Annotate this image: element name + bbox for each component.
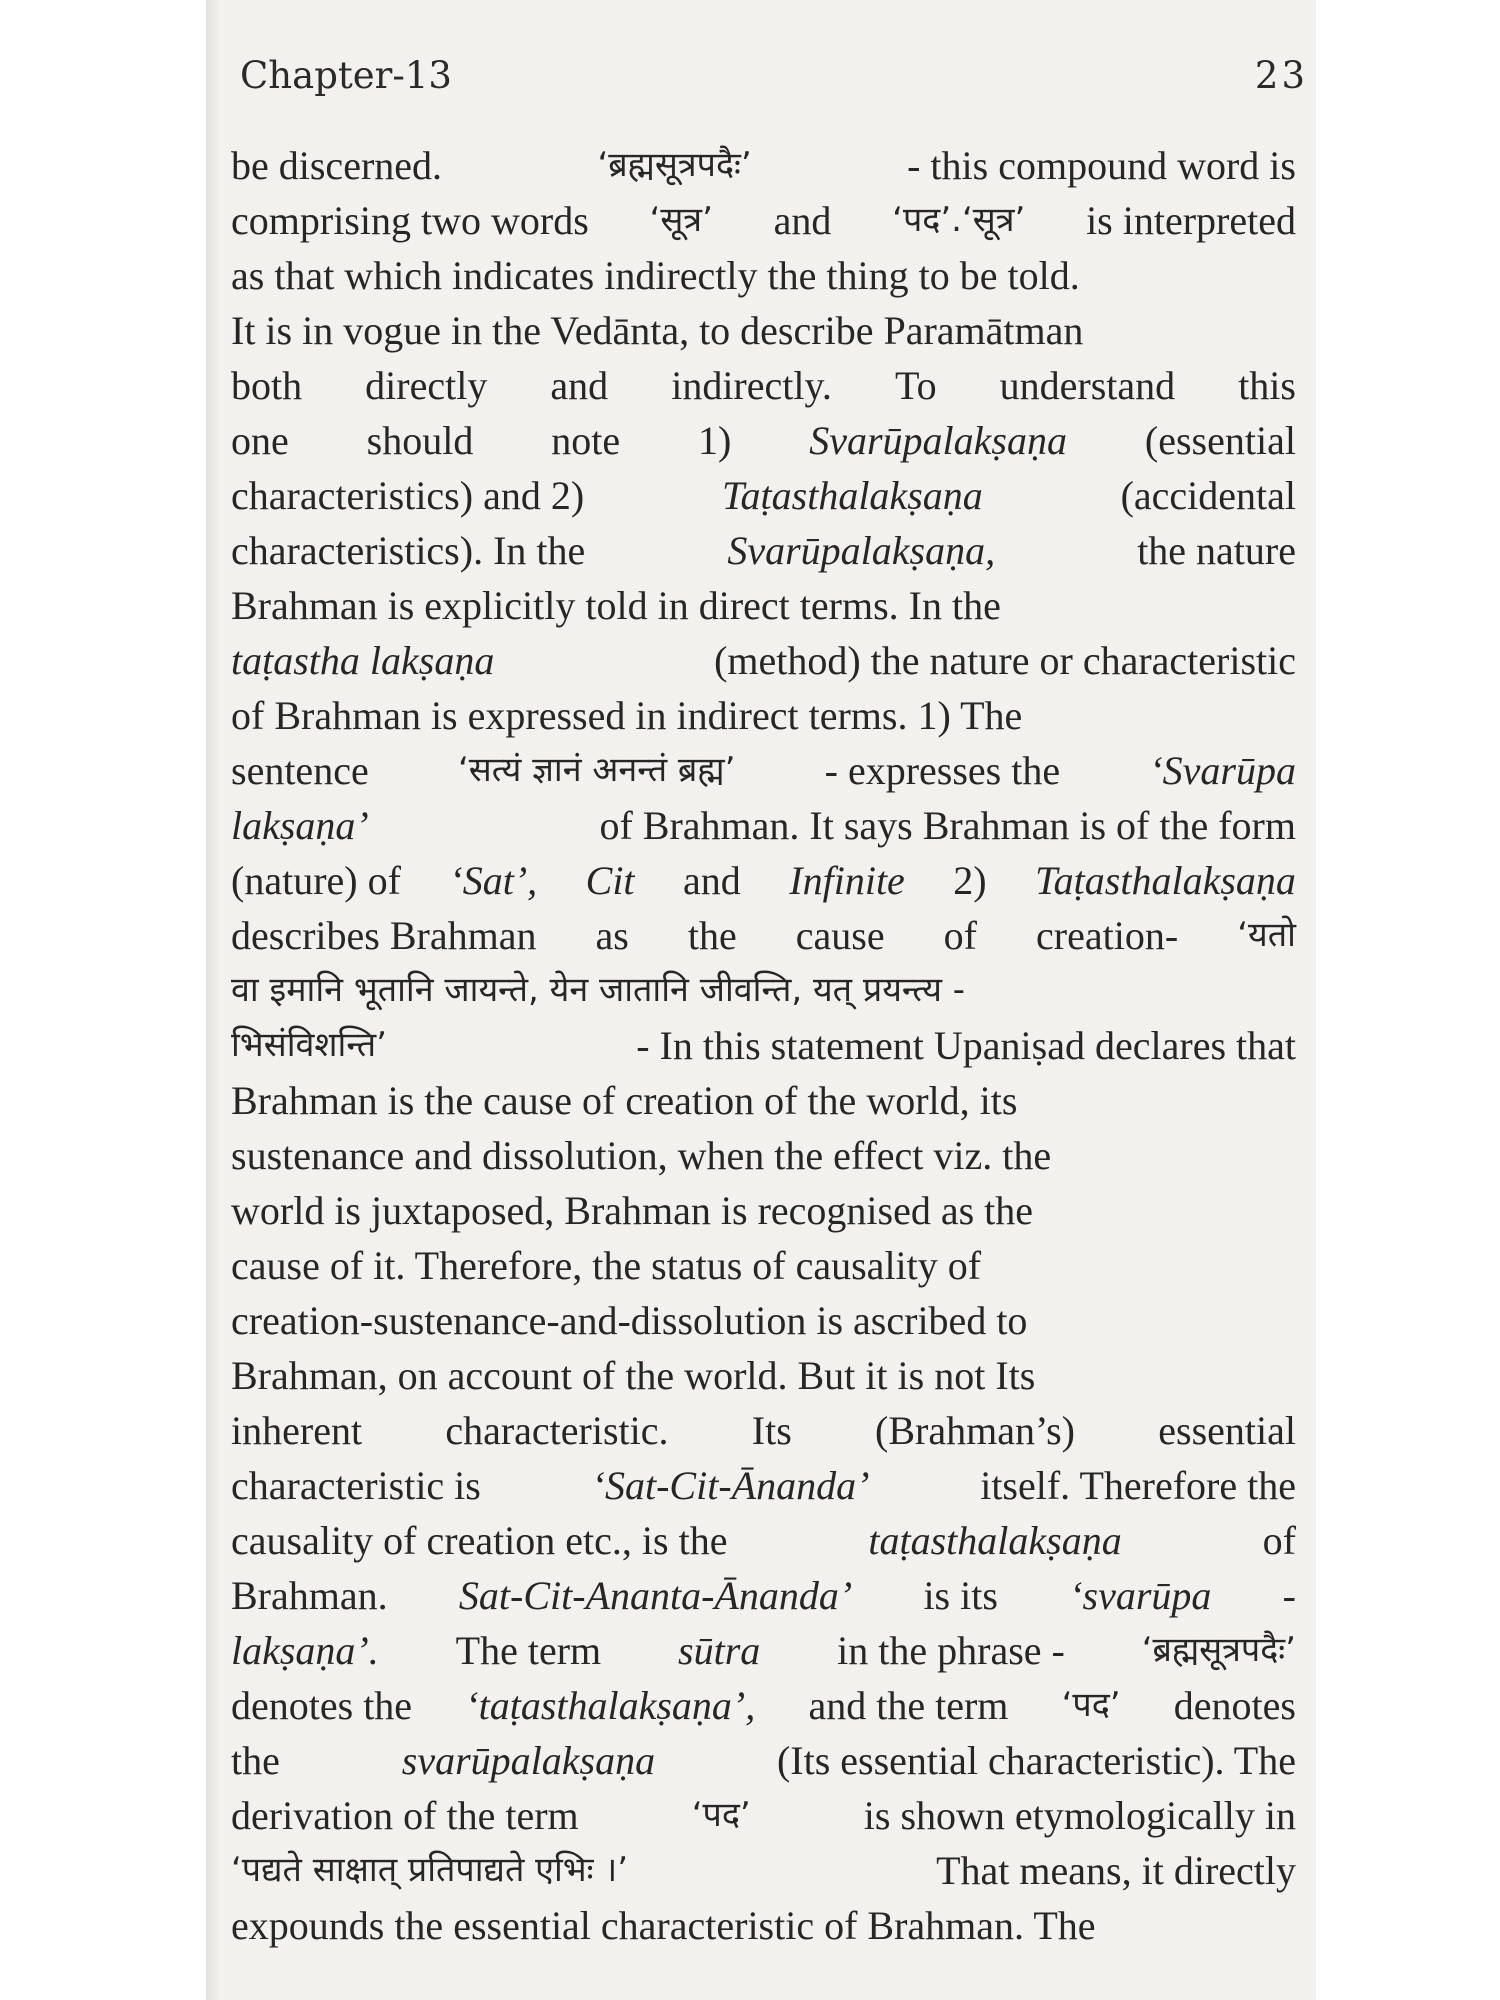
text-line <box>231 1678 1296 1733</box>
text-line <box>231 1238 1296 1293</box>
text-segment: cause of it. Therefore, the status of causality of <box>231 1243 982 1288</box>
text-segment: creation- <box>1036 913 1179 958</box>
text-line <box>231 358 1296 413</box>
text-segment: That means, it directly <box>936 1848 1296 1893</box>
sanskrit-text: ‘ब्रह्मसूत्रपदैः’ <box>597 145 752 185</box>
text-segment: creation-sustenance-and-dissolution is ascribed to <box>231 1298 1028 1343</box>
text-segment: as <box>595 913 629 958</box>
sanskrit-text: ‘सूत्र’ <box>649 200 713 240</box>
text-line <box>231 1513 1296 1568</box>
text-segment: denotes the <box>231 1683 413 1728</box>
text-segment: in the phrase - <box>837 1628 1065 1673</box>
text-segment: of <box>1262 1518 1296 1563</box>
text-segment: Brahman. <box>231 1573 388 1618</box>
text-segment: sustenance and dissolution, when the effect viz. the <box>231 1133 1052 1178</box>
text-segment: - expresses the <box>824 748 1061 793</box>
text-line <box>231 523 1296 578</box>
italic-term: ‘Svarūpa <box>1149 748 1296 793</box>
italic-term: Taṭasthalakṣaṇa <box>721 473 983 518</box>
text-segment: cause <box>795 913 885 958</box>
text-line <box>231 688 1296 743</box>
text-segment: It is in vogue in the Vedānta, to describe Paramātman <box>231 308 1084 353</box>
text-segment: characteristic is <box>231 1463 481 1508</box>
text-segment: world is juxtaposed, Brahman is recognised as the <box>231 1188 1034 1233</box>
italic-term: Taṭasthalakṣaṇa <box>1035 858 1296 903</box>
text-segment: (essential <box>1144 418 1296 463</box>
text-segment: and the term <box>808 1683 1009 1728</box>
text-segment: both <box>231 363 303 408</box>
italic-term: Infinite <box>789 858 905 903</box>
sanskrit-text: ‘ब्रह्मसूत्रपदैः’ <box>1141 1630 1296 1670</box>
text-segment: is shown etymologically in <box>863 1793 1296 1838</box>
text-segment: characteristic. <box>445 1408 669 1453</box>
italic-term: Svarūpalakṣaṇa, <box>727 528 996 573</box>
italic-term: Cit <box>585 858 635 903</box>
text-line <box>231 138 1296 193</box>
text-segment: and <box>683 858 741 903</box>
text-line <box>231 1843 1296 1898</box>
sanskrit-text: ‘यतो <box>1237 915 1296 955</box>
text-line <box>231 1788 1296 1843</box>
text-segment: 2) <box>953 858 987 903</box>
sanskrit-text: ‘पद्यते साक्षात् प्रतिपाद्यते एभिः ।’ <box>231 1850 629 1890</box>
text-line <box>231 743 1296 798</box>
text-line <box>231 468 1296 523</box>
text-segment: indirectly. <box>671 363 832 408</box>
text-line <box>231 1348 1296 1403</box>
text-line <box>231 413 1296 468</box>
text-line <box>231 1733 1296 1788</box>
text-segment: - In this statement Upaniṣad declares that <box>636 1023 1296 1068</box>
sanskrit-text: ‘पद’ <box>1061 1685 1121 1725</box>
text-segment: directly <box>365 363 488 408</box>
text-segment: 1) <box>698 418 732 463</box>
text-line <box>231 193 1296 248</box>
italic-term: ‘Sat’, <box>449 858 538 903</box>
text-segment: characteristics) and 2) <box>231 473 585 518</box>
text-segment: is its <box>923 1573 998 1618</box>
italic-term: ‘Sat-Cit-Ānanda’ <box>591 1463 870 1508</box>
italic-term: taṭastha lakṣaṇa <box>231 638 495 683</box>
text-segment: describes Brahman <box>231 913 537 958</box>
text-segment: is interpreted <box>1086 198 1296 243</box>
italic-term: ‘taṭasthalakṣaṇa’, <box>465 1683 756 1728</box>
text-segment: note <box>551 418 621 463</box>
text-line <box>231 853 1296 908</box>
text-line <box>231 1293 1296 1348</box>
text-line <box>231 798 1296 853</box>
text-segment: Brahman is explicitly told in direct terms. In the <box>231 583 1001 628</box>
text-segment: and <box>550 363 609 408</box>
text-segment: essential <box>1158 1408 1296 1453</box>
text-line <box>231 578 1296 633</box>
text-line <box>231 633 1296 688</box>
text-line <box>231 1183 1296 1238</box>
text-segment: should <box>366 418 474 463</box>
text-segment: derivation of the term <box>231 1793 579 1838</box>
text-segment: understand <box>999 363 1176 408</box>
text-segment: one <box>231 418 289 463</box>
text-segment: (nature) of <box>231 858 401 903</box>
text-segment: as that which indicates indirectly the thing to be told. <box>231 253 1080 298</box>
sanskrit-text: भिसंविशन्ति’ <box>231 1025 387 1065</box>
text-segment: (Its essential characteristic). The <box>776 1738 1296 1783</box>
text-segment: sentence <box>231 748 369 793</box>
text-line <box>231 1623 1296 1678</box>
text-line <box>231 1458 1296 1513</box>
text-line <box>231 963 1296 1018</box>
text-segment: comprising two words <box>231 198 589 243</box>
text-segment: Brahman, on account of the world. But it is not Its <box>231 1353 1036 1398</box>
text-segment: the <box>231 1738 280 1783</box>
text-segment: Its <box>751 1408 792 1453</box>
italic-term: Sat-Cit-Ananta-Ānanda’ <box>458 1573 853 1618</box>
text-segment: of Brahman. It says Brahman is of the form <box>599 803 1296 848</box>
text-segment: itself. Therefore the <box>980 1463 1296 1508</box>
text-line <box>231 1018 1296 1073</box>
text-segment: be discerned. <box>231 143 443 188</box>
body-text <box>231 138 1296 1953</box>
text-segment: - this compound word is <box>907 143 1296 188</box>
sanskrit-text: वा इमानि भूतानि जायन्ते, येन जातानि जीवन्ति, यत् प्रयन्त्य - <box>231 970 966 1010</box>
italic-term: taṭasthalakṣaṇa <box>868 1518 1122 1563</box>
page-number: 23 <box>1254 54 1308 97</box>
running-header <box>236 54 1316 104</box>
italic-term: svarūpalakṣaṇa <box>401 1738 656 1783</box>
text-line <box>231 303 1296 358</box>
text-segment: To <box>894 363 937 408</box>
sanskrit-text: ‘सत्यं ज्ञानं अनन्तं ब्रह्म’ <box>457 750 736 790</box>
text-segment: the <box>687 913 737 958</box>
italic-term: lakṣaṇa’. <box>231 1628 379 1673</box>
italic-term: sūtra <box>678 1628 761 1673</box>
text-segment: The term <box>455 1628 602 1673</box>
book-page <box>206 0 1316 2000</box>
text-segment: this <box>1238 363 1296 408</box>
italic-term: lakṣaṇa’ <box>231 803 369 848</box>
text-segment: of <box>943 913 977 958</box>
text-segment: inherent <box>231 1408 363 1453</box>
italic-term: Svarūpalakṣaṇa <box>809 418 1067 463</box>
text-segment: (method) the nature or characteristic <box>714 638 1296 683</box>
text-segment: (Brahman’s) <box>875 1408 1075 1453</box>
text-segment: - <box>1282 1573 1296 1618</box>
text-segment: expounds the essential characteristic of Brahman. The <box>231 1903 1096 1948</box>
text-line <box>231 1403 1296 1458</box>
text-segment: denotes <box>1173 1683 1296 1728</box>
text-line <box>231 1128 1296 1183</box>
text-line <box>231 1073 1296 1128</box>
text-line <box>231 1568 1296 1623</box>
sanskrit-text: ‘पद’.‘सूत्र’ <box>892 200 1026 240</box>
text-segment: causality of creation etc., is the <box>231 1518 728 1563</box>
text-line <box>231 908 1296 963</box>
text-segment: (accidental <box>1120 473 1296 518</box>
text-segment: and <box>773 198 832 243</box>
italic-term: ‘svarūpa <box>1069 1573 1212 1618</box>
text-segment: of Brahman is expressed in indirect terms. 1) The <box>231 693 1023 738</box>
text-segment: Brahman is the cause of creation of the world, its <box>231 1078 1018 1123</box>
text-line <box>231 1898 1296 1953</box>
text-segment: the nature <box>1137 528 1296 573</box>
chapter-heading: Chapter-13 <box>240 54 452 97</box>
text-segment: characteristics). In the <box>231 528 586 573</box>
text-line <box>231 248 1296 303</box>
sanskrit-text: ‘पद’ <box>691 1795 751 1835</box>
